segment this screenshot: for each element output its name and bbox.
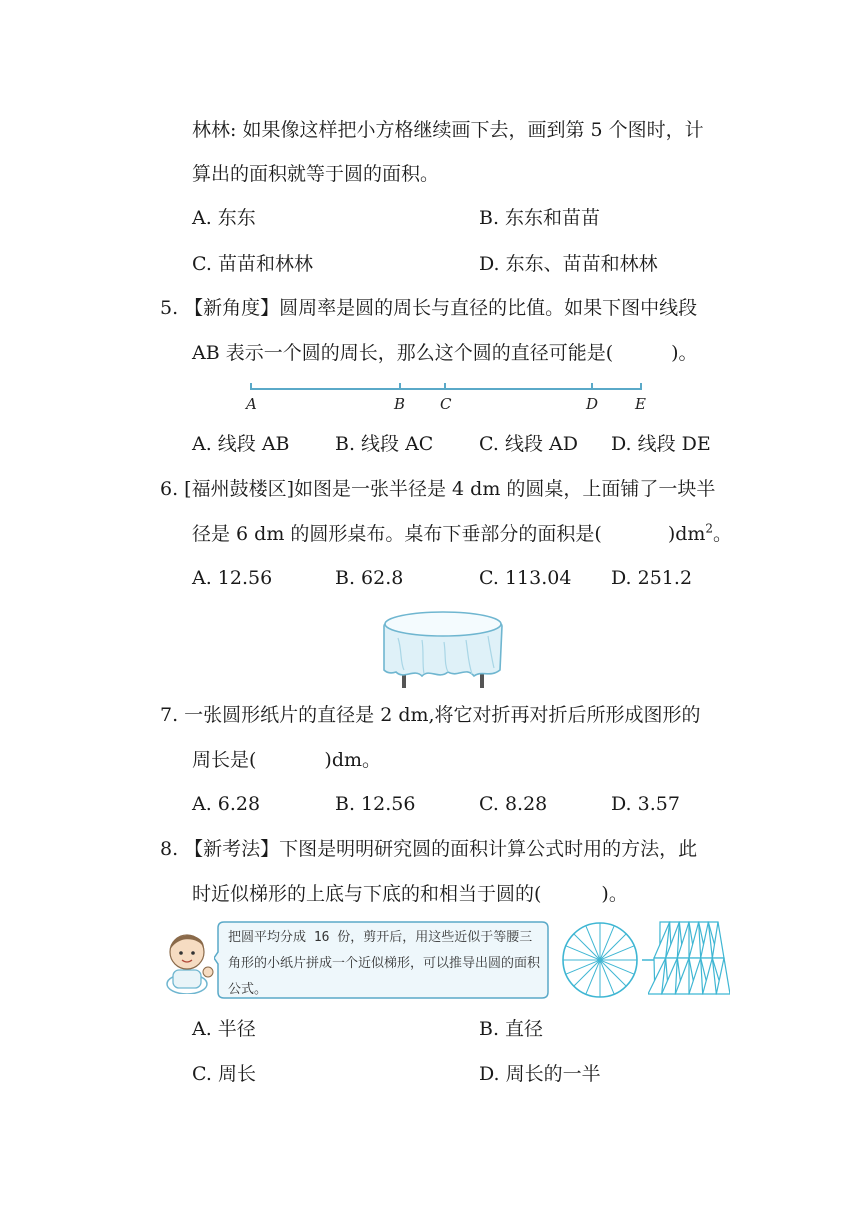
- q7-line-2: [192, 748, 381, 772]
- q6-option-d: D. 251.2: [611, 567, 693, 589]
- character-eye-left: [179, 951, 183, 955]
- circle-spokes: [563, 923, 637, 997]
- q4-option-d: D. 东东、苗苗和林林: [479, 253, 658, 275]
- q6-option-a: A. 12.56: [192, 567, 273, 589]
- q6-line-2-end: 。: [713, 523, 733, 545]
- q5-line-2-text: AB 表示一个圆的周长，那么这个圆的直径可能是(: [192, 342, 614, 364]
- q4-option-c: C. 苗苗和林林: [192, 253, 313, 275]
- segment-diagram: [238, 378, 658, 416]
- q6-line-1: 6. [福州鼓楼区]如图是一张半径是 4 dm 的圆桌，上面铺了一块半: [160, 478, 716, 500]
- q6-option-b: B. 62.8: [335, 567, 404, 589]
- q7-line-2-text: 周长是(: [192, 749, 257, 771]
- character-eye-right: [191, 951, 195, 955]
- q5-option-c: C. 线段 AD: [479, 433, 578, 455]
- q6-unit-superscript: 2: [705, 521, 714, 536]
- q7-line-2-end: )dm。: [324, 749, 382, 771]
- q8-option-c: C. 周长: [192, 1063, 256, 1085]
- character-shirt: [173, 970, 201, 988]
- q4-line-1: 林林: 如果像这样把小方格继续画下去，画到第 5 个图时，计: [192, 119, 704, 141]
- child-character-illustration: [160, 926, 218, 994]
- label-e: E: [635, 395, 646, 413]
- q7-line-1: 7. 一张圆形纸片的直径是 2 dm,将它对折再对折后所形成图形的: [160, 704, 701, 726]
- label-b: B: [394, 395, 406, 413]
- q5-option-d: D. 线段 DE: [611, 433, 711, 455]
- label-c: C: [440, 395, 452, 413]
- q8-line-2: [192, 882, 628, 906]
- character-hand: [203, 967, 213, 977]
- q6-line-2-unit: )dm: [667, 523, 706, 545]
- table-cloth-illustration: [378, 604, 508, 690]
- tablecloth-top: [385, 612, 501, 636]
- q5-option-a: A. 线段 AB: [192, 433, 290, 455]
- q8-line-2-text: 时近似梯形的上底与下底的和相当于圆的(: [192, 883, 542, 905]
- q6-line-2: [192, 522, 732, 546]
- callout-text: 把圆平均分成 16 份，剪开后，用这些近似于等腰三角形的小纸片拼成一个近似梯形，可以推导出圆的面积公式。: [228, 930, 541, 997]
- q5-line-2-end: )。: [671, 342, 698, 364]
- q8-line-2-end: )。: [601, 883, 628, 905]
- q7-option-d: D. 3.57: [611, 793, 680, 815]
- q8-option-d: D. 周长的一半: [479, 1063, 601, 1085]
- q4-line-2: 算出的面积就等于圆的面积。: [192, 163, 440, 185]
- q4-option-a: A. 东东: [192, 207, 256, 229]
- q8-line-1: 8. 【新考法】下图是明明研究圆的面积计算公式时用的方法，此: [160, 838, 698, 860]
- q6-option-c: C. 113.04: [479, 567, 572, 589]
- q5-line-2: [192, 341, 698, 365]
- q8-option-b: B. 直径: [479, 1018, 544, 1040]
- label-a: A: [246, 395, 257, 413]
- q7-option-c: C. 8.28: [479, 793, 548, 815]
- q5-option-b: B. 线段 AC: [335, 433, 434, 455]
- circle-16-sectors: [560, 920, 640, 1000]
- trapezoid-triangles: [648, 922, 730, 994]
- q5-line-1: 5. 【新角度】圆周率是圆的周长与直径的比值。如果下图中线段: [160, 297, 698, 319]
- q8-option-a: A. 半径: [192, 1018, 256, 1040]
- approximate-trapezoid: [648, 918, 730, 998]
- q4-option-b: B. 东东和苗苗: [479, 207, 601, 229]
- label-d: D: [586, 395, 599, 413]
- q6-line-2-text: 径是 6 dm 的圆形桌布。桌布下垂部分的面积是(: [192, 523, 602, 545]
- q7-option-b: B. 12.56: [335, 793, 416, 815]
- q7-option-a: A. 6.28: [192, 793, 261, 815]
